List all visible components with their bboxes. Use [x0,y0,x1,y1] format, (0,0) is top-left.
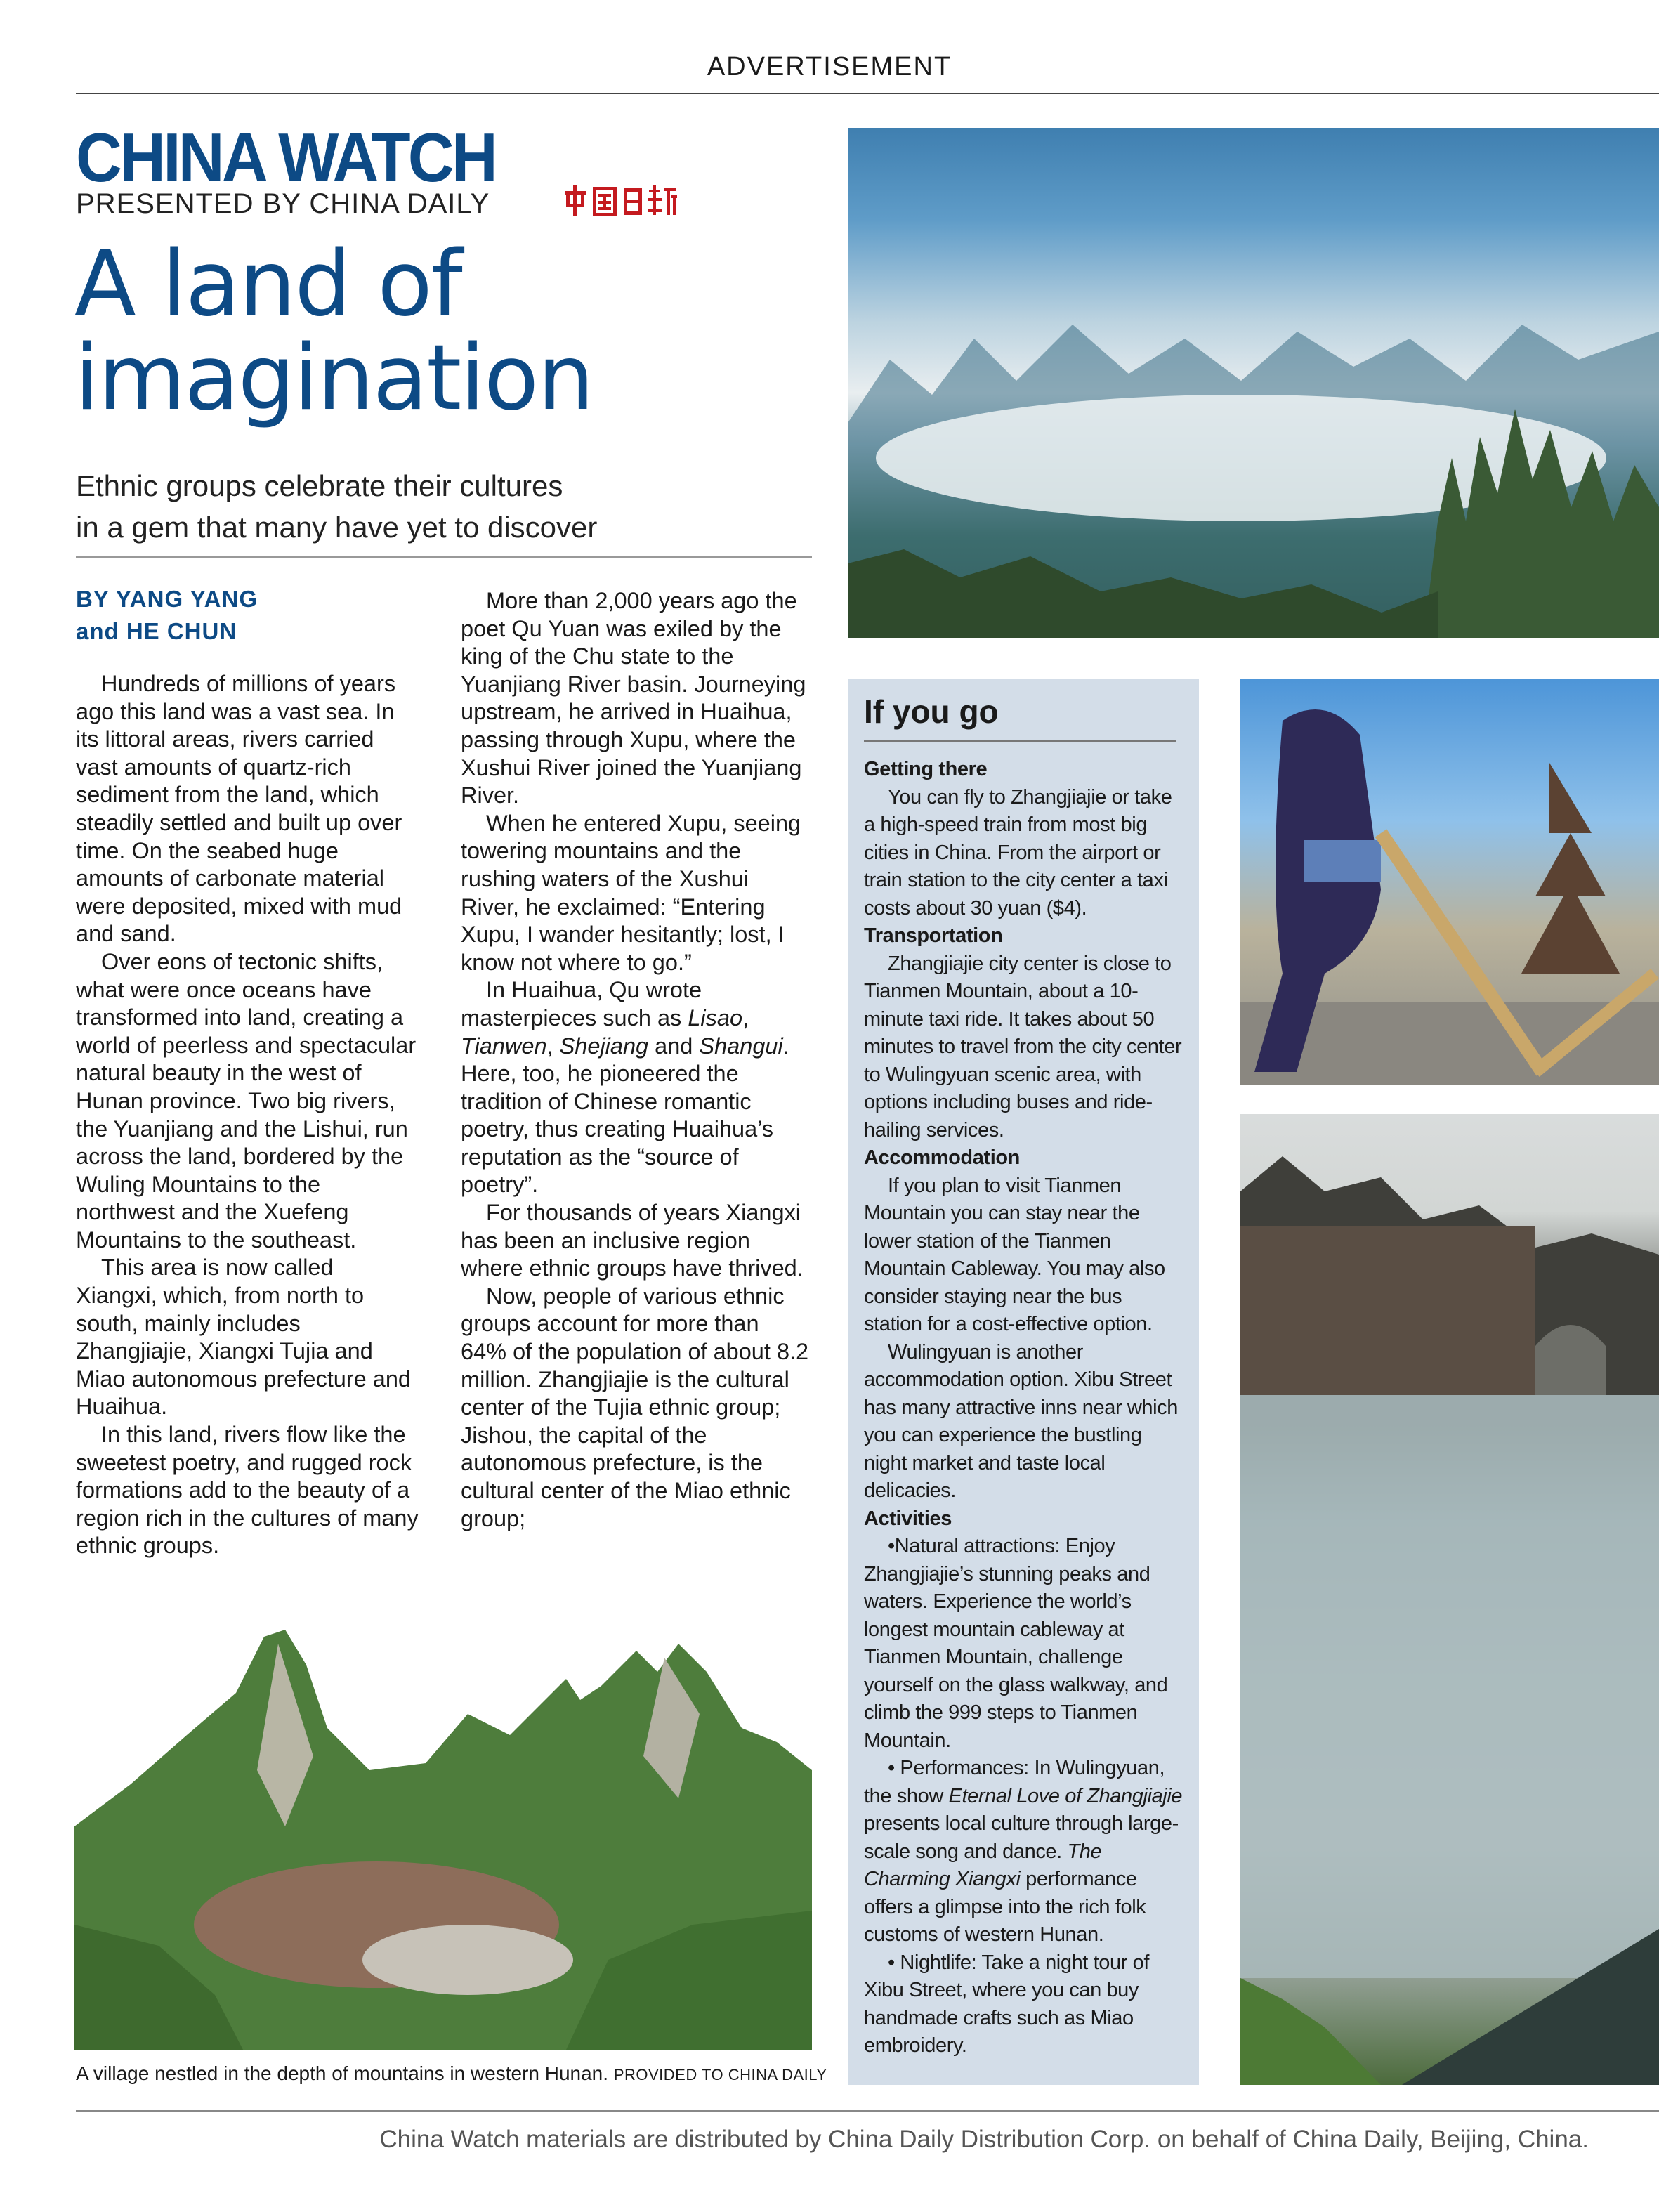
subhead-line-1: Ethnic groups celebrate their cultures [76,469,563,502]
show-title: The Charming Xiangxi [864,1840,1102,1890]
article-paragraph [461,976,809,1199]
river-town-illustration [1240,1114,1659,2085]
subhead-line-2: in a gem that many have yet to discover [76,511,598,544]
photo-credit: PROVIDED TO CHINA DAILY [613,2066,827,2083]
sidebar-rule [864,740,1176,742]
sandstone-peaks-photo [848,128,1659,638]
text-run: • Performances: In Wulingyuan, the show [864,1757,1165,1807]
getting-there-text: You can fly to Zhangjiajie or take a high-speed train from most big cities in China. From the airport or train station to the city center a taxi costs about 30 yuan ($4). [864,785,1172,920]
work-title-tianwen: Tianwen [461,1033,547,1059]
fenghuang-river-town-photo [1240,1114,1659,2085]
article-paragraph: Now, people of various ethnic groups account for more than 64% of the population of about 8.2 million. Zhangjiajie is the cultural center of the Tujia ethnic group; Jishou, the capital of the autonomous prefecture, is the cultural center of the Miao ethnic group; [461,1283,809,1531]
activities-item [864,1755,1183,1949]
article-paragraph: Hundreds of millions of years ago this land was a vast sea. In its littoral areas, rivers carried vast amounts of quartz-rich sediment from the land, which steadily settled and built up over time. On the seabed huge amounts of carbonate material were deposited, mixed with mud and sand. [76,671,402,947]
headline [74,232,812,431]
village-illustration [74,1630,812,2050]
getting-there-heading: Getting there [864,758,988,780]
text-run: . Here, too, he pioneered the tradition of Chinese romantic poetry, thus creating Huaihua’s reputation as the “source of poetry”. [461,1033,789,1198]
activities-item: • Nightlife: Take a night tour of Xibu Street, where you can buy handmade crafts such as Miao embroidery. [864,1951,1150,2057]
article-paragraph: This area is now called Xiangxi, which, from north to south, mainly includes Zhangjiajie, Xiangxi Tujia and Miao autonomous prefecture and Huaihua. [76,1255,411,1420]
accommodation-heading: Accommodation [864,1146,1020,1169]
mountain-village-photo [74,1630,812,2050]
presented-by-line: PRESENTED BY CHINA DAILY [76,188,490,219]
transportation-heading: Transportation [864,924,1003,947]
activities-heading: Activities [864,1507,952,1530]
activities-item: •Natural attractions: Enjoy Zhangjiajie’s stunning peaks and waters. Experience the world’s longest mountain cableway at Tianmen Mountain, challenge yourself on the glass walkway, and climb the 999 steps to Tianmen Mountain. [864,1535,1168,1752]
china-daily-logo-icon [562,184,680,219]
work-title-lisao: Lisao [688,1004,743,1030]
accommodation-text: Wulingyuan is another accommodation option. Xibu Street has many attractive inns near which you can experience the bustling night market and taste local delicacies. [864,1340,1178,1502]
text-run: presents local culture through large-scale song and dance. [864,1812,1179,1863]
byline-line-2: and HE CHUN [76,618,237,644]
subhead-rule [76,556,812,558]
show-title: Eternal Love of Zhangjiajie [948,1784,1183,1807]
text-run: , [742,1004,749,1030]
work-title-shejiang: Shejiang [559,1033,649,1059]
advertisement-label: ADVERTISEMENT [707,52,952,81]
footer-distribution-note: China Watch materials are distributed by China Daily Distribution Corp. on behalf of China Daily, Beijing, China. [379,2126,1589,2153]
article-paragraph: More than 2,000 years ago the poet Qu Yuan was exiled by the king of the Chu state to the Yuanjiang River basin. Journeying upstream, he arrived in Huaihua, passing through Xupu, where the Xushui River joined the Yuanjiang River. [461,588,806,809]
subheadline [76,465,708,548]
china-watch-logo: CHINA WATCH [76,119,495,196]
article-column-1 [76,670,420,1560]
accommodation-text: If you plan to visit Tianmen Mountain you can stay near the lower station of the Tianmen Mountain Cableway. You may also consider staying near the bus station for a cost-effective option. [864,1174,1165,1335]
sidebar-title: If you go [864,693,999,730]
caption-text: A village nestled in the depth of mountains in western Hunan. [76,2062,609,2084]
article-paragraph: For thousands of years Xiangxi has been an inclusive region where ethnic groups have thrived. [461,1200,804,1281]
article-paragraph: In this land, rivers flow like the sweetest poetry, and rugged rock formations add to the beauty of a region rich in the cultures of many ethnic groups. [76,1422,419,1559]
peaks-illustration [848,128,1659,638]
text-run: performance offers a glimpse into the rich folk customs of western Hunan. [864,1868,1146,1946]
byline [76,583,258,648]
text-run: In Huaihua, Qu wrote masterpieces such as [461,977,702,1030]
sidebar-body [864,756,1183,2060]
ethnic-dance-photo [1240,679,1659,1085]
top-rule [76,93,1659,94]
article-paragraph: Over eons of tectonic shifts, what were once oceans have transformed into land, creating a world of peerless and spectacular natural beauty in the west of Hunan province. Two big rivers, the Yuanjiang and the Lishui, run across the land, bordered by the Wuling Mountains to the northwest and the Xuefeng Mountains to the southeast. [76,948,417,1252]
dance-illustration [1240,679,1659,1085]
headline-line-2: imagination [74,326,594,431]
headline-line-1: A land of [74,232,461,336]
article-column-2 [461,587,809,1533]
article-paragraph: When he entered Xupu, seeing towering mountains and the rushing waters of the Xushui River, he exclaimed: “Entering Xupu, I wander hesitantly; lost, I know not where to go.” [461,810,801,975]
photo-caption [76,2062,827,2085]
work-title-shangui: Shangui [699,1033,783,1059]
byline-line-1: BY YANG YANG [76,586,258,612]
text-run: and [648,1033,700,1059]
transportation-text: Zhangjiajie city center is close to Tianmen Mountain, about a 10-minute taxi ride. It takes about 50 minutes to travel from the city center to Wulingyuan scenic area, with options including buses and ride-hailing services. [864,952,1182,1141]
footer-rule [76,2110,1659,2112]
text-run: , [546,1033,560,1059]
